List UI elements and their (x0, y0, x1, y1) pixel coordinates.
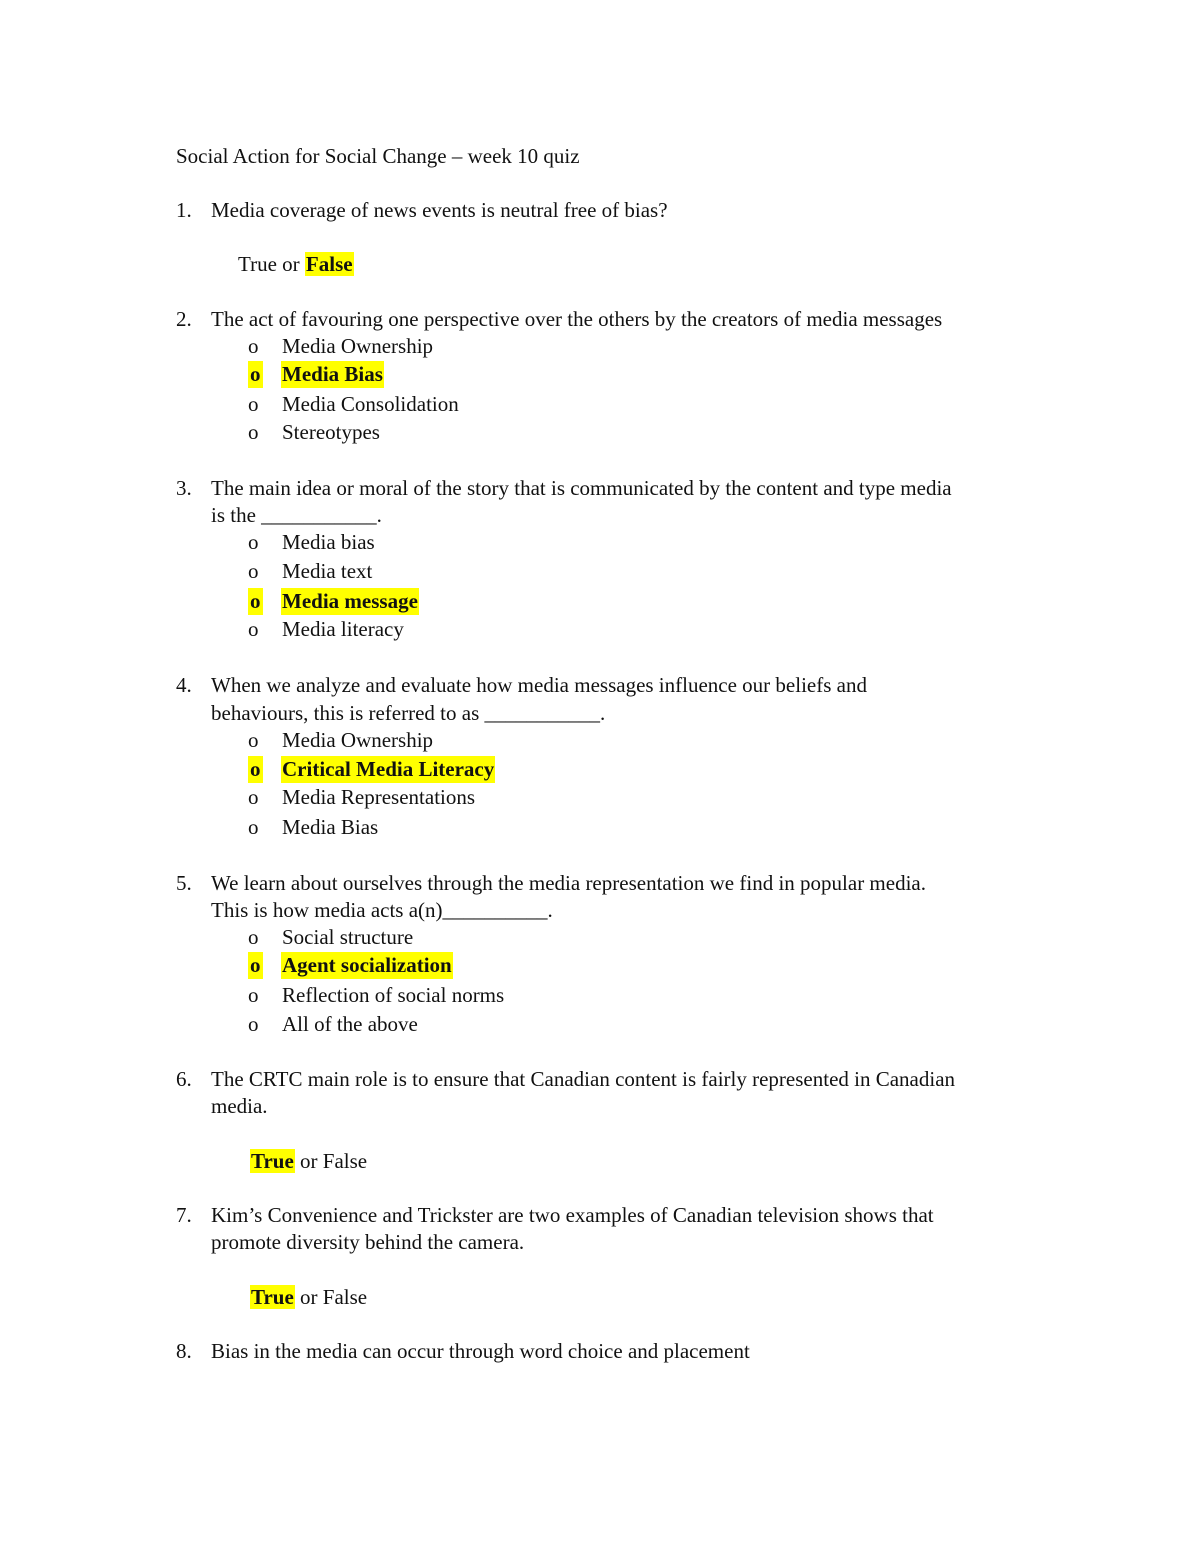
q2-number: 2. (176, 307, 192, 331)
q4-option-correct: Critical Media Literacy (282, 757, 495, 781)
q1-or: or (282, 252, 300, 276)
q6-true-answer: True (251, 1149, 294, 1173)
q3-text-line1: The main idea or moral of the story that is communicated by the content and type media (211, 476, 952, 500)
q8-number: 8. (176, 1339, 192, 1363)
q7-number: 7. (176, 1203, 192, 1227)
bullet-icon: o (248, 530, 259, 554)
q2-option: Media Ownership (282, 334, 434, 358)
q3-option-correct: Media message (282, 589, 418, 613)
bullet-icon: o (248, 392, 259, 416)
q1-text: Media coverage of news events is neutral free of bias? (211, 198, 668, 222)
q4-text-line2: behaviours, this is referred to as ___________. (211, 701, 606, 725)
q1-false-answer: False (305, 252, 353, 276)
bullet-icon: o (250, 953, 261, 977)
q4-option: Media Bias (282, 815, 379, 839)
q5-text-line1: We learn about ourselves through the media representation we find in popular media. (211, 871, 926, 895)
q4-number: 4. (176, 673, 192, 697)
q7-text-line1: Kim’s Convenience and Trickster are two examples of Canadian television shows that (211, 1203, 934, 1227)
q1-answer-line (238, 251, 354, 278)
bullet-icon: o (248, 983, 259, 1007)
bullet-icon: o (248, 617, 259, 641)
q6-text-line2: media. (211, 1094, 268, 1118)
q5-option: Social structure (282, 925, 414, 949)
bullet-icon: o (250, 589, 261, 613)
q2-option: Stereotypes (282, 420, 380, 444)
q4-option: Media Representations (282, 785, 476, 809)
quiz-title: Social Action for Social Change – week 10 quiz (176, 144, 580, 168)
q5-text-line2: This is how media acts a(n)__________. (211, 898, 553, 922)
q5-option: All of the above (282, 1012, 418, 1036)
q4-option: Media Ownership (282, 728, 434, 752)
q1-number: 1. (176, 198, 192, 222)
q3-number: 3. (176, 476, 192, 500)
q6-number: 6. (176, 1067, 192, 1091)
bullet-icon: o (248, 785, 259, 809)
q3-option: Media bias (282, 530, 375, 554)
q2-option-correct: Media Bias (282, 362, 383, 386)
q6-or-false: or False (300, 1149, 368, 1173)
q3-option: Media text (282, 559, 373, 583)
bullet-icon: o (248, 334, 259, 358)
q8-text: Bias in the media can occur through word choice and placement (211, 1339, 750, 1363)
bullet-icon: o (250, 362, 261, 386)
bullet-icon: o (248, 728, 259, 752)
bullet-icon: o (248, 925, 259, 949)
bullet-icon: o (248, 1012, 259, 1036)
bullet-icon: o (248, 420, 259, 444)
bullet-icon: o (248, 815, 259, 839)
q5-number: 5. (176, 871, 192, 895)
q6-text-line1: The CRTC main role is to ensure that Canadian content is fairly represented in Canadian (211, 1067, 956, 1091)
q7-answer-line (250, 1284, 367, 1311)
q6-answer-line (250, 1148, 367, 1175)
bullet-icon: o (248, 559, 259, 583)
q7-or-false: or False (300, 1285, 368, 1309)
q2-option: Media Consolidation (282, 392, 459, 416)
q1-true: True (238, 252, 277, 276)
q2-text: The act of favouring one perspective over the others by the creators of media messages (211, 307, 943, 331)
q5-option: Reflection of social norms (282, 983, 505, 1007)
q7-true-answer: True (251, 1285, 294, 1309)
q5-option-correct: Agent socialization (282, 953, 452, 977)
q3-option: Media literacy (282, 617, 404, 641)
q3-text-line2: is the ___________. (211, 503, 382, 527)
q4-text-line1: When we analyze and evaluate how media messages influence our beliefs and (211, 673, 867, 697)
q7-text-line2: promote diversity behind the camera. (211, 1230, 525, 1254)
bullet-icon: o (250, 757, 261, 781)
